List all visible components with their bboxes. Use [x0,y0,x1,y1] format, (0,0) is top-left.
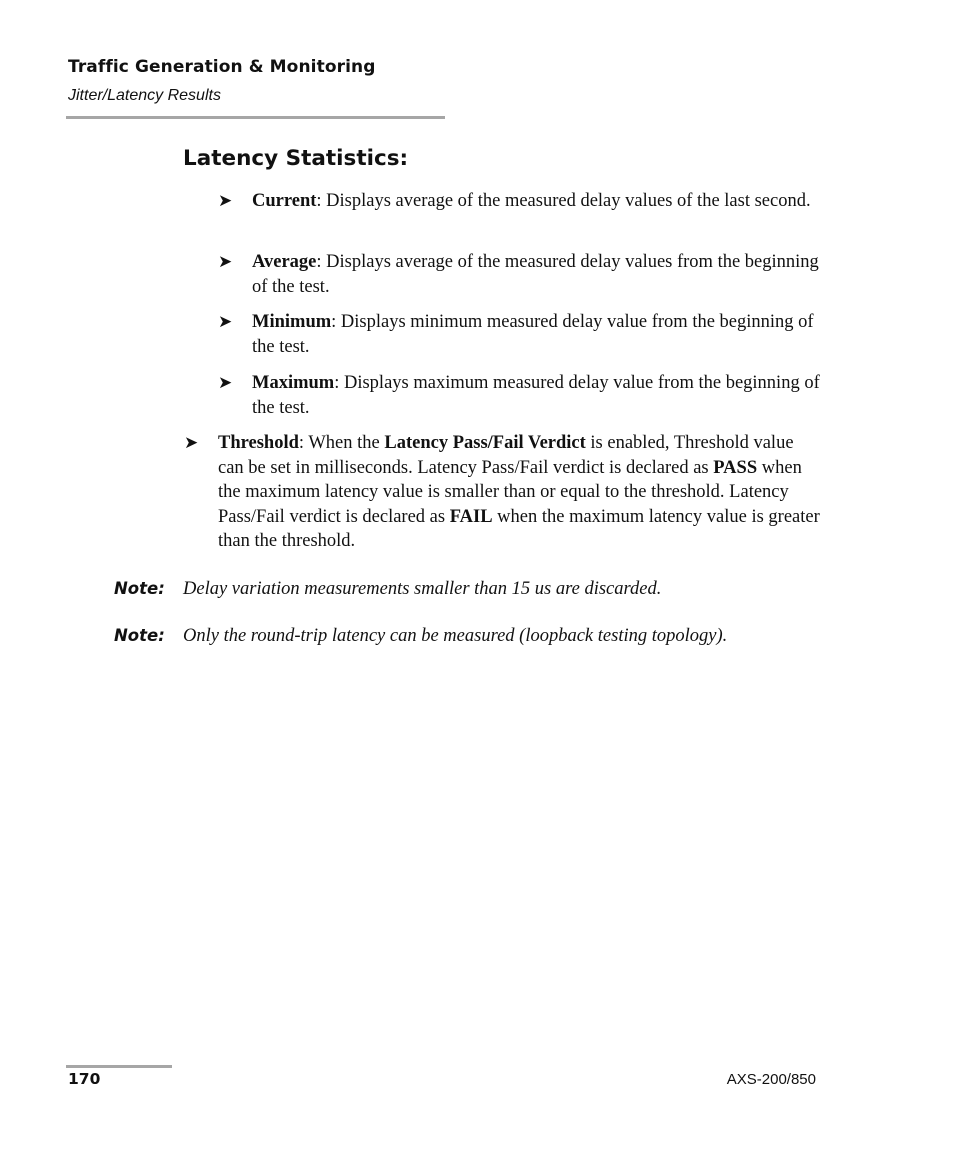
list-item-current [218,189,822,214]
page-number: 170 [68,1070,101,1088]
note-text: Only the round-trip latency can be measured (loopback testing topology). [183,626,728,646]
running-header-subtitle: Jitter/Latency Results [68,87,221,104]
header-divider [66,116,445,119]
list-item-threshold [184,431,822,554]
bullet-arrow-icon: ➤ [218,252,233,272]
section-title: Latency Statistics: [183,146,409,171]
threshold-text: when the maximum latency value is greater than the threshold. [218,506,820,551]
list-item-text: : Displays minimum measured delay value from the beginning of the test. [252,312,814,357]
list-item-text: : Displays average of the measured delay values from the beginning of the test. [252,252,819,297]
bullet-arrow-icon: ➤ [218,373,233,393]
list-item-term: Average [252,252,317,272]
bullet-arrow-icon: ➤ [218,312,233,332]
threshold-text: : When the [298,433,385,453]
list-item-term: Minimum [252,312,332,332]
fail-label: FAIL [449,506,493,527]
note-text: Delay variation measurements smaller than 15 us are discarded. [183,579,662,599]
note-label: Note: [114,626,165,645]
list-item-text: : Displays maximum measured delay value from the beginning of the test. [252,373,820,418]
threshold-text: is enabled, Threshold value can be set in milliseconds. Latency Pass/Fail verdict is declared as [218,433,794,478]
list-item-maximum [218,371,822,420]
list-item-minimum [218,310,822,359]
verdict-option-name: Latency Pass/Fail Verdict [384,433,586,453]
bullet-arrow-icon: ➤ [218,191,233,211]
running-header-title: Traffic Generation & Monitoring [68,57,376,77]
note-discarded-measurements [114,577,661,601]
threshold-text: when the maximum latency value is smaller than or equal to the threshold. Latency Pass/Fail verdict is declared as [218,457,802,527]
pass-label: PASS [713,457,758,478]
threshold-term: Threshold [218,433,299,453]
note-round-trip [114,624,727,648]
note-label: Note: [114,579,165,598]
footer-divider [66,1065,172,1068]
list-item-average [218,250,822,299]
document-id: AXS-200/850 [726,1071,816,1088]
list-item-text: : Displays average of the measured delay values of the last second. [316,191,811,211]
list-item-term: Maximum [252,373,335,393]
list-item-term: Current [252,191,317,211]
bullet-arrow-icon: ➤ [184,433,199,453]
